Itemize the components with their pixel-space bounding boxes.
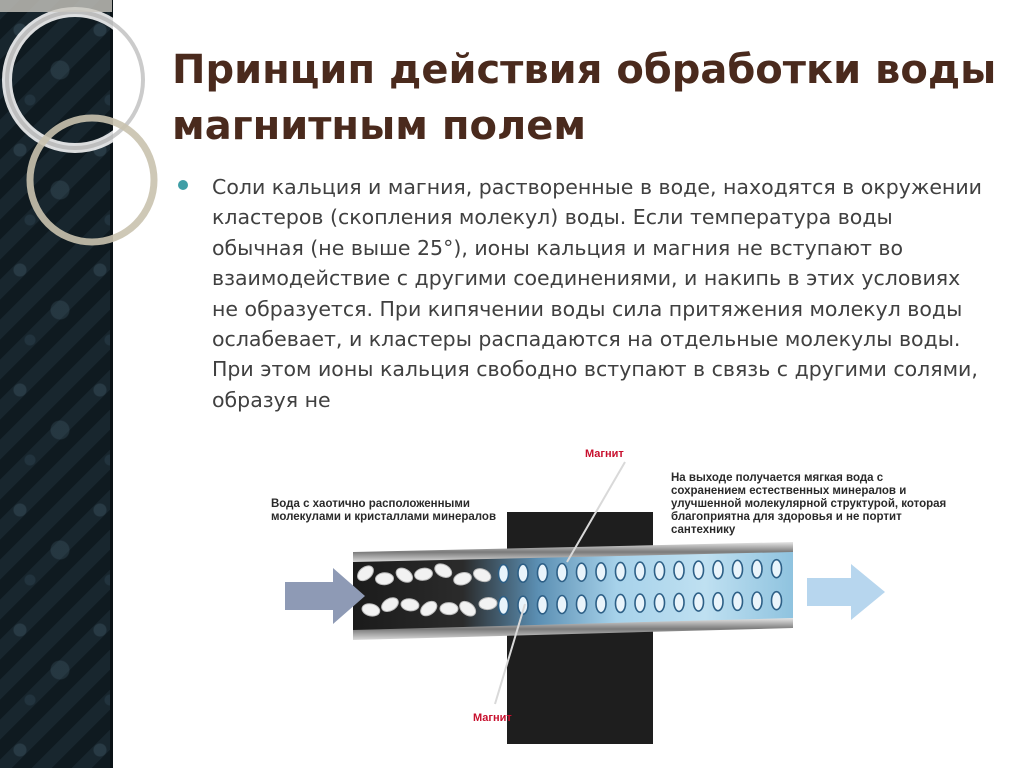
water-molecule xyxy=(752,592,762,610)
water-molecule xyxy=(713,561,723,579)
water-molecule xyxy=(655,562,665,580)
water-molecule xyxy=(518,564,528,582)
water-molecule xyxy=(596,563,606,581)
water-molecule xyxy=(772,560,782,578)
water-molecule xyxy=(674,593,684,611)
water-molecule xyxy=(499,597,509,615)
water-molecule xyxy=(733,592,743,610)
body-paragraph: Соли кальция и магния, растворенные в воде, находятся в окружении кластеров (скопления молекул) воды. Если температура воды обычная (не выше 25°), ионы кальция и магния не вступают во взаимодействие с другими соединениями, и накипь в этих условиях не образуется. При кипячении воды сила притяжения молекул воды ослабевает, и кластеры распадаются на отдельные молекулы воды. При этом ионы кальция свободно вступают в связь с другими солями, образуя не xyxy=(212,175,982,412)
water-molecule xyxy=(577,563,587,581)
water-molecule xyxy=(375,572,394,585)
water-molecule xyxy=(440,603,458,615)
water-molecule xyxy=(616,594,626,612)
water-molecule xyxy=(499,565,509,583)
water-molecule xyxy=(635,562,645,580)
water-molecule xyxy=(635,594,645,612)
outflow-arrow xyxy=(807,564,885,620)
water-molecule xyxy=(596,595,606,613)
output-water-caption: На выходе получается мягкая вода с сохранением естественных минералов и улучшенной молекулярной структурой, которая благоприятна для здоровья и не портит сантехнику xyxy=(671,472,947,536)
bullet-dot xyxy=(178,180,188,190)
water-molecule xyxy=(733,560,743,578)
water-molecule xyxy=(655,594,665,612)
water-molecule xyxy=(557,596,567,614)
water-molecule xyxy=(674,561,684,579)
water-molecule xyxy=(694,561,704,579)
water-molecule xyxy=(577,595,587,613)
decorative-top-band xyxy=(0,0,112,12)
water-molecule xyxy=(538,564,548,582)
magnet-label-bottom: Магнит xyxy=(473,712,512,724)
input-water-caption: Вода с хаотично расположенными молекулами и кристаллами минералов xyxy=(271,498,497,523)
water-molecule xyxy=(538,596,548,614)
slide-body xyxy=(178,172,988,415)
water-molecule xyxy=(772,592,782,610)
water-molecule xyxy=(694,593,704,611)
water-molecule xyxy=(713,593,723,611)
water-molecule xyxy=(557,564,567,582)
magnetic-treatment-diagram xyxy=(245,442,965,768)
slide-title: Принцип действия обработки воды магнитным полем xyxy=(172,47,997,149)
water-molecule xyxy=(752,560,762,578)
decorative-ring-small xyxy=(30,118,154,242)
pipe-water-channel xyxy=(353,550,793,632)
water-molecule xyxy=(616,562,626,580)
magnet-label-top: Магнит xyxy=(585,448,624,460)
